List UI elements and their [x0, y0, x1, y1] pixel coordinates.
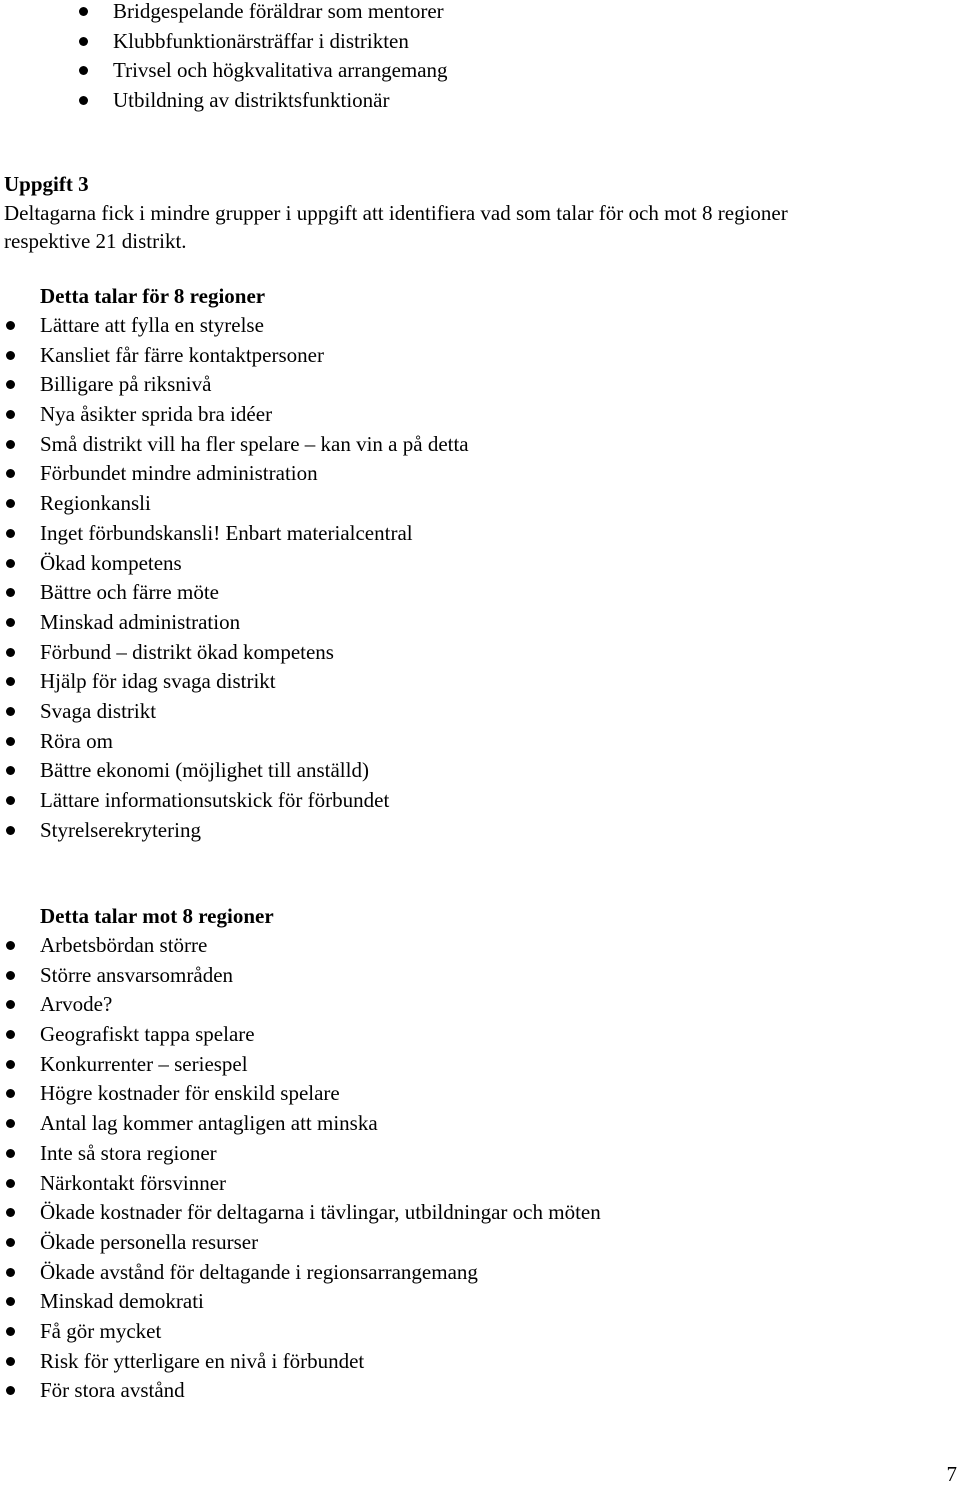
bullet-icon: [6, 410, 15, 419]
list-item-text: Inget förbundskansli! Enbart materialcentral: [40, 520, 413, 545]
list-item-text: Styrelserekrytering: [40, 817, 201, 842]
list-item-text: Svaga distrikt: [40, 698, 157, 723]
list-item-text: Billigare på riksnivå: [40, 372, 212, 397]
bullet-icon: [6, 469, 15, 478]
list-item: [0, 27, 448, 57]
list-item: [0, 1079, 601, 1109]
list-item-text: Trivsel och högkvalitativa arrangemang: [113, 58, 448, 83]
list-item-text: Ökade kostnader för deltagarna i tävlingar, utbildningar och möten: [40, 1200, 601, 1225]
bullet-icon: [6, 737, 15, 746]
list-item: [0, 400, 469, 430]
list-item-text: För stora avstånd: [40, 1378, 185, 1403]
list-item: [0, 1347, 601, 1377]
bullet-icon: [6, 1030, 15, 1039]
list-item: [0, 86, 448, 116]
list-item: [0, 1376, 601, 1406]
list-item: [0, 578, 469, 608]
list-item-text: Nya åsikter sprida bra idéer: [40, 402, 273, 427]
list-item-text: Ökade personella resurser: [40, 1229, 259, 1254]
list-item: [0, 56, 448, 86]
list-item-text: Högre kostnader för enskild spelare: [40, 1081, 340, 1106]
for-8-regions-section: [0, 281, 469, 845]
bullet-icon: [6, 826, 15, 835]
bullet-icon: [6, 1060, 15, 1069]
list-item: [0, 1287, 601, 1317]
list-item: [0, 667, 469, 697]
list-item-text: Minskad administration: [40, 609, 241, 634]
bullet-icon: [6, 1386, 15, 1395]
list-item: [0, 0, 448, 27]
bullet-icon: [6, 1238, 15, 1247]
bullet-icon: [6, 1357, 15, 1366]
list-item: [0, 816, 469, 846]
list-item-text: Större ansvarsområden: [40, 962, 234, 987]
list-item: [0, 638, 469, 668]
list-item: [0, 311, 469, 341]
list-item: [0, 697, 469, 727]
bullet-icon: [6, 971, 15, 980]
bullet-icon: [6, 1179, 15, 1188]
top-bullet-list: [0, 0, 448, 116]
list-item: [0, 756, 469, 786]
bullet-icon: [6, 941, 15, 950]
bullet-icon: [6, 1268, 15, 1277]
list-item: [0, 370, 469, 400]
list-item-text: Konkurrenter – seriespel: [40, 1051, 248, 1076]
bullet-icon: [6, 499, 15, 508]
list-item-text: Inte så stora regioner: [40, 1140, 217, 1165]
bullet-icon: [6, 529, 15, 538]
against-8-regions-section: [0, 901, 601, 1406]
bullet-icon: [6, 766, 15, 775]
list-item: [0, 549, 469, 579]
task3-text-line1: Deltagarna fick i mindre grupper i uppgift att identifiera vad som talar för och mot 8 regioner: [4, 200, 788, 225]
bullet-icon: [6, 380, 15, 389]
bullet-icon: [6, 351, 15, 360]
for-list: [0, 311, 469, 845]
bullet-icon: [6, 1000, 15, 1009]
bullet-icon: [6, 648, 15, 657]
bullet-icon: [6, 1149, 15, 1158]
list-item-text: Lättare informationsutskick för förbundet: [40, 788, 390, 812]
against-section-heading: Detta talar mot 8 regioner: [40, 904, 274, 928]
list-item-text: Förbundet mindre administration: [40, 461, 318, 486]
list-item-text: Bättre och färre möte: [40, 580, 219, 605]
page-number: 7: [946, 1462, 957, 1486]
list-item-text: Geografiskt tappa spelare: [40, 1022, 255, 1047]
list-item: [0, 931, 601, 961]
list-item-text: Regionkansli: [40, 491, 151, 516]
list-item-text: Minskad demokrati: [40, 1289, 204, 1314]
bullet-icon: [6, 588, 15, 597]
bullet-icon: [6, 618, 15, 627]
bullet-icon: [6, 1089, 15, 1098]
list-item-text: Arbetsbördan större: [40, 933, 208, 957]
bullet-icon: [79, 96, 88, 105]
list-item-text: Bridgespelande föräldrar som mentorer: [113, 0, 444, 23]
bullet-icon: [79, 37, 88, 46]
list-item: [0, 1109, 601, 1139]
list-item: [0, 459, 469, 489]
bullet-icon: [6, 1208, 15, 1217]
list-item-text: Kansliet får färre kontaktpersoner: [40, 342, 324, 367]
list-item-text: Ökad kompetens: [40, 550, 182, 575]
bullet-icon: [6, 677, 15, 686]
list-item: [0, 727, 469, 757]
list-item: [0, 1139, 601, 1169]
list-item: [0, 1020, 601, 1050]
list-item: [0, 1228, 601, 1258]
bullet-icon: [6, 1327, 15, 1336]
task3-block: [4, 170, 788, 256]
list-item-text: Utbildning av distriktsfunktionär: [113, 88, 390, 113]
bullet-icon: [6, 440, 15, 449]
list-item-text: Risk för ytterligare en nivå i förbundet: [40, 1348, 365, 1373]
list-item: [0, 608, 469, 638]
list-item: [0, 990, 601, 1020]
list-item: [0, 489, 469, 519]
list-item-text: Hjälp för idag svaga distrikt: [40, 669, 276, 694]
list-item-text: Förbund – distrikt ökad kompetens: [40, 639, 334, 664]
list-item-text: Arvode?: [40, 992, 113, 1017]
list-item-text: Lättare att fylla en styrelse: [40, 313, 264, 337]
list-item-text: Röra om: [40, 728, 113, 753]
list-item: [0, 961, 601, 991]
list-item: [0, 1169, 601, 1199]
list-item: [0, 1317, 601, 1347]
bullet-icon: [6, 559, 15, 568]
bullet-icon: [6, 321, 15, 330]
bullet-icon: [6, 707, 15, 716]
bullet-icon: [79, 66, 88, 75]
list-item-text: Antal lag kommer antagligen att minska: [40, 1111, 378, 1136]
list-item: [0, 786, 469, 816]
list-item-text: Närkontakt försvinner: [40, 1170, 227, 1195]
for-section-heading: Detta talar för 8 regioner: [40, 284, 266, 308]
list-item-text: Små distrikt vill ha fler spelare – kan vin a på detta: [40, 431, 469, 456]
list-item-text: Få gör mycket: [40, 1318, 162, 1343]
list-item-text: Klubbfunktionärsträffar i distrikten: [113, 28, 409, 53]
task3-heading: Uppgift 3: [4, 172, 89, 196]
bullet-icon: [6, 796, 15, 805]
list-item: [0, 1198, 601, 1228]
list-item-text: Ökade avstånd för deltagande i regionsarrangemang: [40, 1259, 478, 1284]
list-item: [0, 341, 469, 371]
bullet-icon: [79, 7, 88, 16]
bullet-icon: [6, 1119, 15, 1128]
list-item-text: Bättre ekonomi (möjlighet till anställd): [40, 758, 369, 783]
list-item: [0, 430, 469, 460]
against-list: [0, 931, 601, 1406]
list-item: [0, 519, 469, 549]
list-item: [0, 1050, 601, 1080]
task3-text-line2: respektive 21 distrikt.: [4, 229, 187, 253]
bullet-icon: [6, 1297, 15, 1306]
list-item: [0, 1258, 601, 1288]
